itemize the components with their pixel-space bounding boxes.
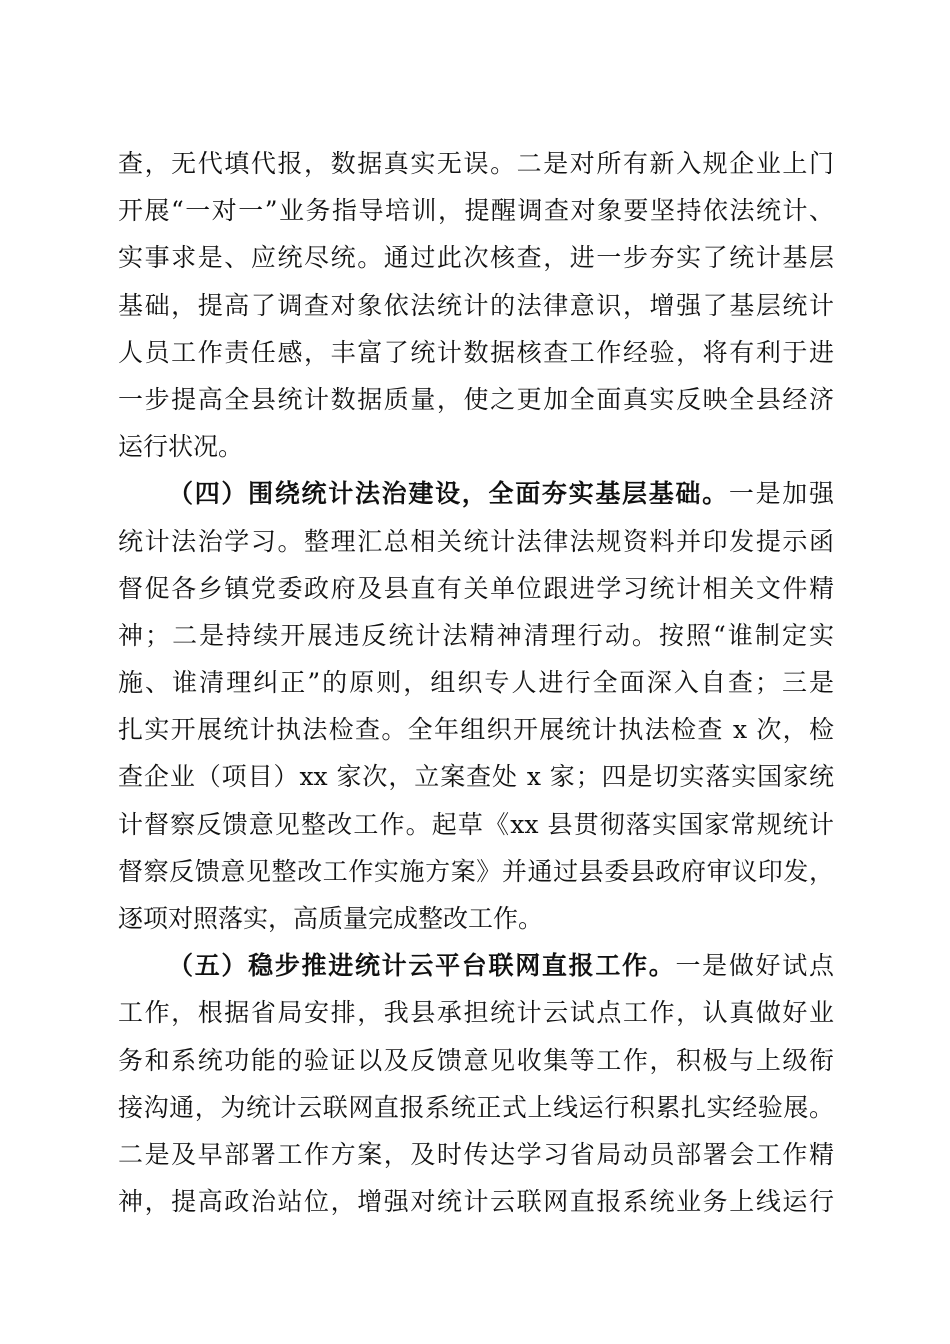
text-line: 务和系统功能的验证以及反馈意见收集等工作，积极与上级衔 (118, 1045, 834, 1075)
text-line: 查企业（项目）xx 家次，立案查处 x 家；四是切实落实国家统 (118, 762, 834, 792)
paragraph-rule-of-law (118, 470, 834, 942)
text-line: 查，无代填代报，数据真实无误。二是对所有新入规企业上门 (118, 149, 834, 178)
document-body (118, 140, 834, 1225)
text-line: 逐项对照落实，高质量完成整改工作。 (118, 904, 544, 933)
text-line: 实事求是、应统尽统。通过此次核查，进一步夯实了统计基层 (118, 243, 834, 273)
text-line: 督察反馈意见整改工作实施方案》并通过县委县政府审议印发， (118, 856, 834, 886)
text-line: 开展“一对一”业务指导培训，提醒调查对象要坚持依法统计、 (118, 196, 834, 226)
paragraph-first-line (118, 470, 834, 517)
text-line: 接沟通，为统计云联网直报系统正式上线运行积累扎实经验展。 (118, 1092, 834, 1122)
text-line: 督促各乡镇党委政府及县直有关单位跟进学习统计相关文件精 (118, 573, 834, 603)
text-line: 神，提高政治站位，增强对统计云联网直报系统业务上线运行 (118, 1187, 834, 1217)
text-line: 一步提高全县统计数据质量，使之更加全面真实反映全县经济 (118, 384, 834, 414)
text-line: 运行状况。 (118, 432, 244, 462)
text-line: 人员工作责任感，丰富了统计数据核查工作经验，将有利于进 (118, 337, 834, 367)
text-line: 扎实开展统计执法检查。全年组织开展统计执法检查 x 次，检 (118, 715, 834, 745)
paragraph-first-line (118, 942, 834, 989)
text-line: 施、谁清理纠正”的原则，组织专人进行全面深入自查；三是 (118, 668, 834, 698)
text-run: 一是加强 (728, 479, 834, 509)
section-heading: （五）稳步推进统计云平台联网直报工作。 (168, 951, 676, 981)
text-line: 基础，提高了调查对象依法统计的法律意识，增强了基层统计 (118, 290, 834, 320)
paragraph-cloud-platform (118, 942, 834, 1225)
text-line: 神；二是持续开展违反统计法精神清理行动。按照“谁制定实 (118, 620, 834, 650)
text-line: 工作，根据省局安排，我县承担统计云试点工作，认真做好业 (118, 998, 834, 1028)
text-line: 二是及早部署工作方案，及时传达学习省局动员部署会工作精 (118, 1139, 834, 1169)
text-run: 一是做好试点 (675, 951, 834, 981)
text-line: 统计法治学习。整理汇总相关统计法律法规资料并印发提示函 (118, 526, 834, 556)
text-line: 计督察反馈意见整改工作。起草《xx 县贯彻落实国家常规统计 (118, 809, 834, 839)
section-heading: （四）围绕统计法治建设，全面夯实基层基础。 (168, 479, 729, 509)
paragraph-data-verification (118, 140, 834, 470)
